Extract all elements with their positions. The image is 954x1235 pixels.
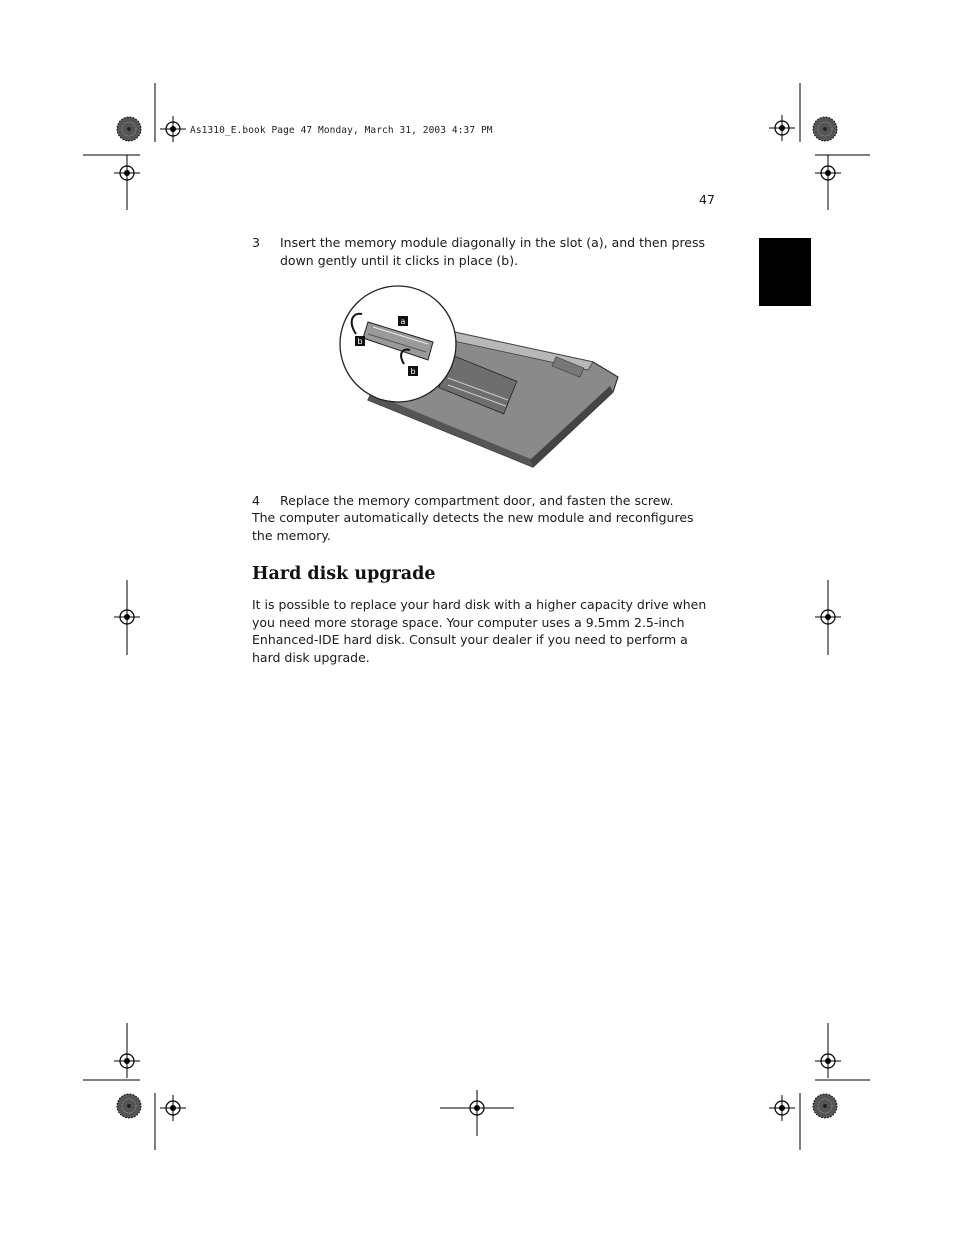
figure-label-a: a (400, 317, 406, 326)
page-number: 47 (699, 192, 715, 207)
step-number: 4 (252, 493, 260, 508)
memory-module-installation-figure (338, 282, 628, 472)
section-body-paragraph: It is possible to replace your hard disk with a higher capacity drive when you need more storage space. Your computer uses a 9.5mm 2.5-inch Enhanced-IDE hard disk. Consult your dealer if you need to perform a hard disk upgrade. (252, 597, 707, 665)
chapter-thumb-tab (759, 238, 811, 306)
step-number: 3 (252, 235, 260, 250)
step-text: Insert the memory module diagonally in the slot (a), and then press down gently until it clicks in place (b). (280, 235, 706, 268)
print-slug-line: As1310_E.book Page 47 Monday, March 31, 2003 4:37 PM (190, 125, 493, 136)
figure-label-b: b (410, 367, 416, 376)
step-3 (252, 234, 710, 269)
body-paragraph: The computer automatically detects the new module and reconfigures the memory. (252, 510, 694, 543)
step-text: Replace the memory compartment door, and fasten the screw. (280, 493, 674, 508)
figure-label-b: b (357, 337, 363, 346)
section-heading: Hard disk upgrade (252, 564, 436, 584)
step-4 (252, 492, 710, 510)
